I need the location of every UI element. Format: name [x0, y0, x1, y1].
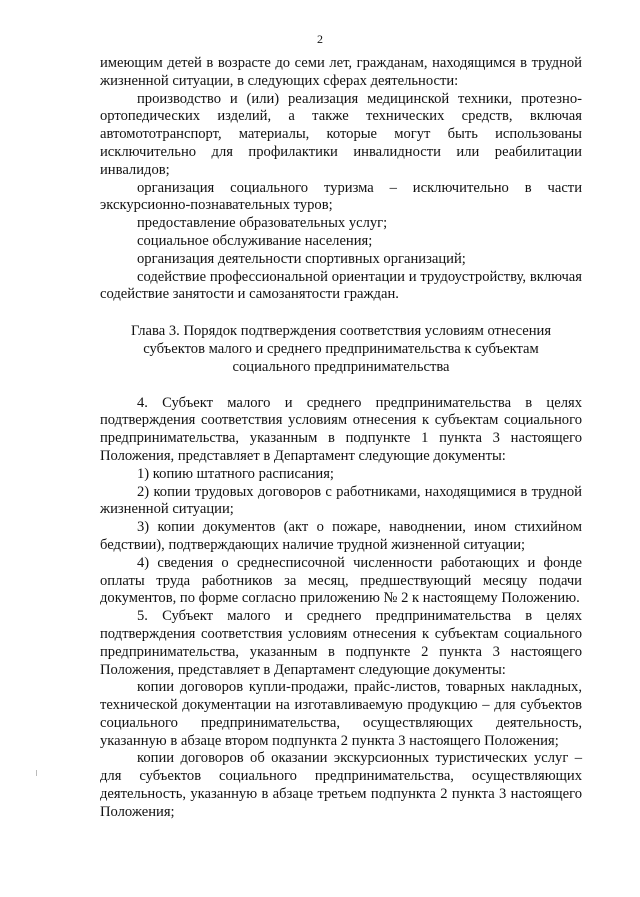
paragraphs-top	[100, 55, 582, 304]
chapter-heading	[100, 323, 582, 376]
paragraph-subitem-1: 1) копию штатного расписания;	[137, 465, 334, 482]
page-number: 2	[317, 32, 323, 46]
margin-mark	[36, 770, 37, 776]
paragraph-intro-continuation: имеющим детей в возрасте до семи лет, гражданам, находящимся в трудной жизненной ситуации, в следующих сферах деятельности:	[100, 55, 582, 89]
paragraph-item-4: 4. Субъект малого и среднего предпринимательства в целях подтверждения соответствия условиям отнесения к субъектам социального предпринимательства, указанным в подпункте 1 пункта 3 настоящего Положения, представляет в Департамент следующие документы:	[100, 394, 582, 464]
paragraph-social-service: социальное обслуживание населения;	[137, 232, 373, 249]
paragraph-item-5: 5. Субъект малого и среднего предпринимательства в целях подтверждения соответствия условиям отнесения к субъектам социального предпринимательства, указанным в подпункте 2 пункта 3 настоящего Положения, представляет в Департамент следующие документы:	[100, 608, 582, 678]
paragraph-employment: содействие профессиональной ориентации и трудоустройству, включая содействие занятости и самозанятости граждан.	[100, 268, 582, 303]
chapter-heading-line: субъектов малого и среднего предпринимательства к субъектам	[143, 340, 539, 357]
paragraph-education: предоставление образовательных услуг;	[137, 215, 388, 232]
paragraph-sports: организация деятельности спортивных организаций;	[137, 250, 466, 267]
paragraph-medical-equipment: производство и (или) реализация медицинской техники, протезно-ортопедических изделий, а также технических средств, включая автомототранспорт, материалы, которые могут быть использованы исключительно для профилактики инвалидности или реабилитации инвалидов;	[100, 90, 582, 178]
paragraph-social-tourism: организация социального туризма – исключительно в части экскурсионно-познавательных туров;	[100, 179, 582, 214]
paragraph-subitem-2: 2) копии трудовых договоров с работниками, находящимися в трудной жизненной ситуации;	[100, 483, 582, 518]
paragraph-excursion-contracts: копии договоров об оказании экскурсионных туристических услуг – для субъектов социального предпринимательства, осуществляющих деятельность, указанную в абзаце третьем подпункта 2 пункта 3 настоящего Положения;	[100, 750, 582, 820]
paragraphs-bottom	[100, 395, 582, 822]
paragraph-subitem-4: 4) сведения о среднесписочной численности работающих и фонде оплаты труда работников за месяц, предшествующий месяцу подачи документов, по форме согласно приложению № 2 к настоящему Положению.	[100, 554, 582, 607]
paragraph-subitem-3: 3) копии документов (акт о пожаре, наводнении, ином стихийном бедствии), подтверждающих наличие трудной жизненной ситуации;	[100, 519, 582, 553]
chapter-heading-line: социального предпринимательства	[232, 358, 450, 375]
chapter-heading-line: Глава 3. Порядок подтверждения соответствия условиям отнесения	[130, 323, 552, 340]
document-body	[100, 55, 582, 822]
paragraph-sales-documents: копии договоров купли-продажи, прайс-листов, товарных накладных, технической документации на изготавливаемую продукцию – для субъектов социального предпринимательства, осуществляющих деятельность, указанную в абзаце втором подпункта 2 пункта 3 настоящего Положения;	[100, 679, 582, 749]
